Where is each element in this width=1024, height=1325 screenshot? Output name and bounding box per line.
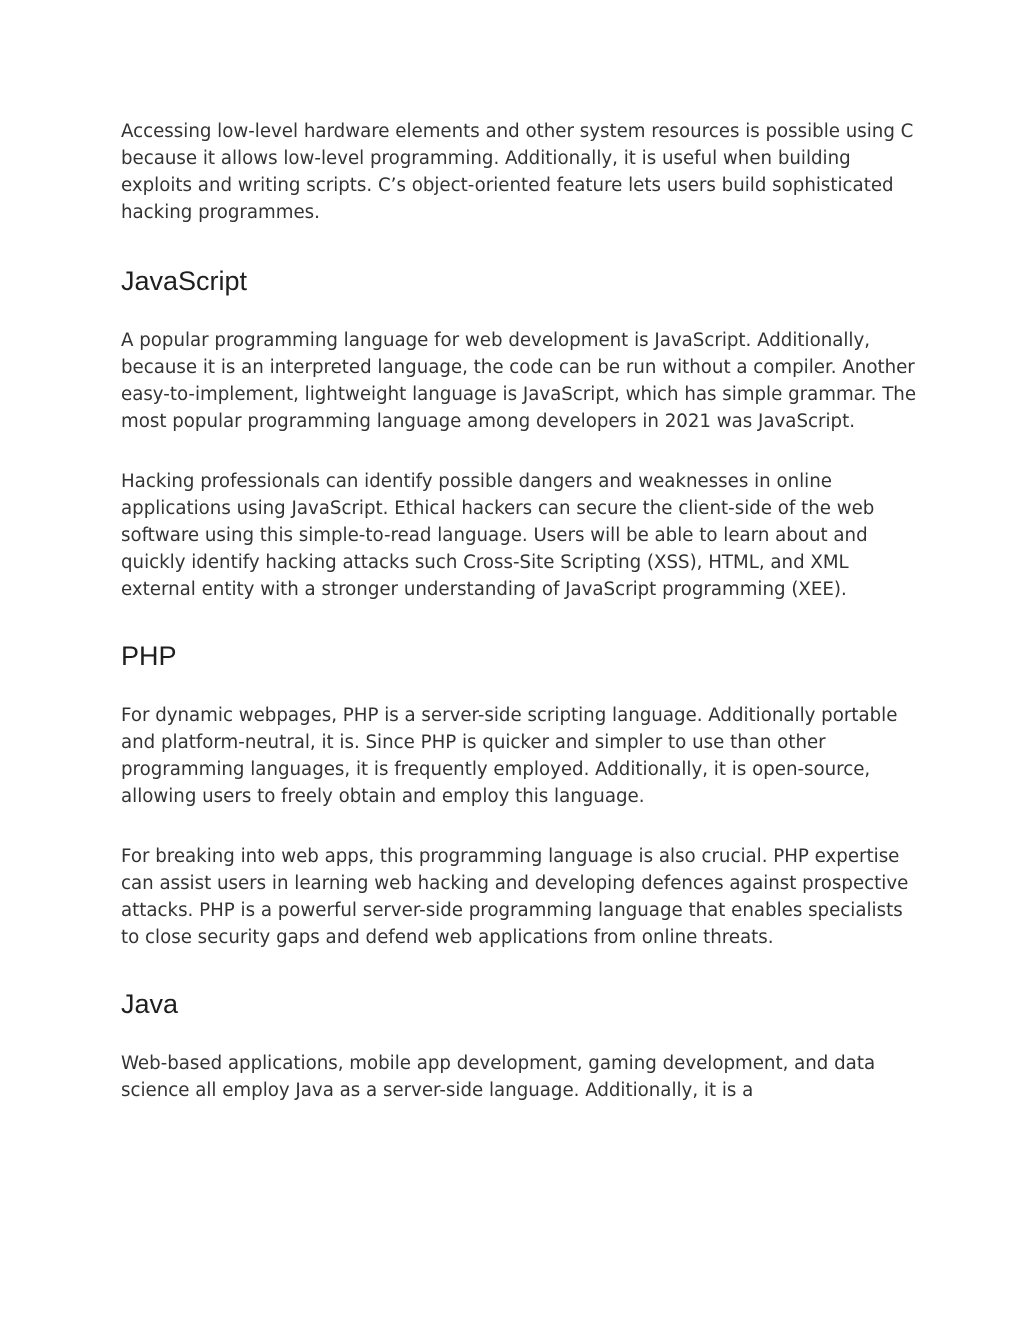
document-content bbox=[121, 118, 921, 1104]
php-paragraph-2: For breaking into web apps, this programming language is also crucial. PHP expertise can assist users in learning web hacking and developing defences against prospective attacks. PHP is a powerful server-side programming language that enables specialists to close security gaps and defend web applications from online threats. bbox=[121, 846, 909, 948]
section-heading-javascript: JavaScript bbox=[121, 266, 248, 296]
javascript-paragraph-2: Hacking professionals can identify possible dangers and weaknesses in online applications using JavaScript. Ethical hackers can secure the client-side of the web software using this simple-to-read language. Users will be able to learn about and quickly identify hacking attacks such Cross-Site Scripting (XSS), HTML, and XML external entity with a stronger understanding of JavaScript programming (XEE). bbox=[121, 471, 875, 600]
section-heading-php: PHP bbox=[121, 641, 177, 671]
javascript-paragraph-1: A popular programming language for web development is JavaScript. Additionally, because it is an interpreted language, the code can be run without a compiler. Another easy-to-implement, lightweight language is JavaScript, which has simple grammar. The most popular programming language among developers in 2021 was JavaScript. bbox=[121, 330, 917, 432]
section-heading-java: Java bbox=[121, 989, 179, 1019]
intro-paragraph: Accessing low-level hardware elements and other system resources is possible using C because it allows low-level programming. Additionally, it is useful when building exploits and writing scripts. C’s object-oriented feature lets users build sophisticated hacking programmes. bbox=[121, 121, 914, 223]
php-paragraph-1: For dynamic webpages, PHP is a server-side scripting language. Additionally portable and platform-neutral, it is. Since PHP is quicker and simpler to use than other programming languages, it is frequently employed. Additionally, it is open-source, allowing users to freely obtain and employ this language. bbox=[121, 705, 898, 807]
java-paragraph-1: Web-based applications, mobile app development, gaming development, and data science all employ Java as a server-side language. Additionally, it is a bbox=[121, 1053, 876, 1101]
